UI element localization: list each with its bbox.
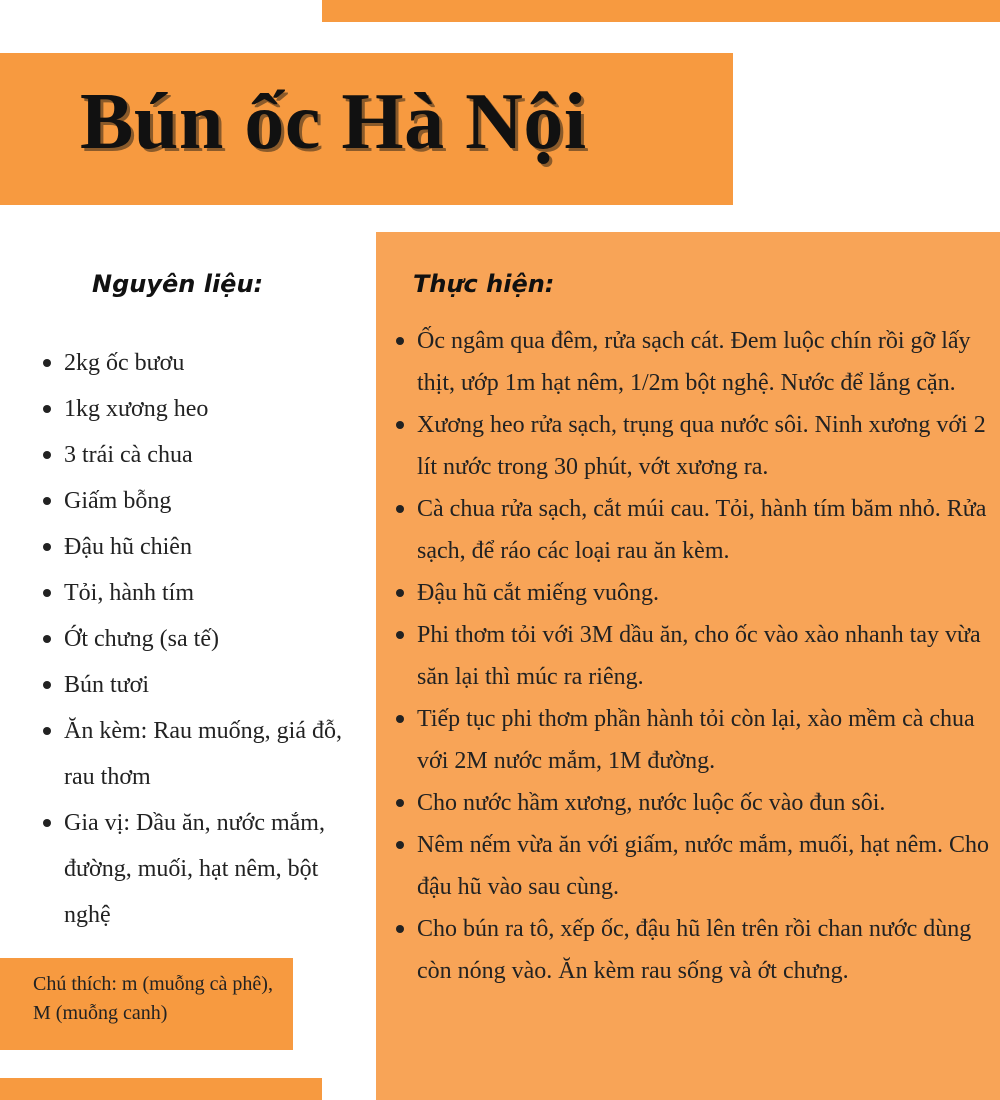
step-item: Cho bún ra tô, xếp ốc, đậu hũ lên trên rồi chan nước dùng còn nóng vào. Ăn kèm rau sống và ớt chưng. [417,908,992,992]
ingredient-item: Bún tươi [64,662,344,708]
ingredients-heading: Nguyên liệu: [92,270,264,298]
ingredient-item: Ăn kèm: Rau muống, giá đỗ, rau thơm [64,708,344,800]
step-item: Xương heo rửa sạch, trụng qua nước sôi. Ninh xương với 2 lít nước trong 30 phút, vớt xương ra. [417,404,992,488]
ingredient-item: Giấm bỗng [64,478,344,524]
ingredient-item: Đậu hũ chiên [64,524,344,570]
bottom-accent-bar [0,1078,322,1100]
step-item: Ốc ngâm qua đêm, rửa sạch cát. Đem luộc chín rồi gỡ lấy thịt, ướp 1m hạt nêm, 1/2m bột nghệ. Nước để lắng cặn. [417,320,992,404]
steps-heading: Thực hiện: [413,270,555,298]
unit-note: Chú thích: m (muỗng cà phê), M (muỗng canh) [33,973,273,1024]
step-item: Cà chua rửa sạch, cắt múi cau. Tỏi, hành tím băm nhỏ. Rửa sạch, để ráo các loại rau ăn kèm. [417,488,992,572]
step-item: Cho nước hầm xương, nước luộc ốc vào đun sôi. [417,782,992,824]
page-title: Bún ốc Hà Nội [80,78,587,166]
ingredient-item: 1kg xương heo [64,386,344,432]
step-item: Đậu hũ cắt miếng vuông. [417,572,992,614]
top-accent-bar [322,0,1000,22]
steps-list [417,320,992,992]
ingredient-item: Gia vị: Dầu ăn, nước mắm, đường, muối, hạt nêm, bột nghệ [64,800,344,938]
ingredient-item: Tỏi, hành tím [64,570,344,616]
step-item: Phi thơm tỏi với 3M dầu ăn, cho ốc vào xào nhanh tay vừa săn lại thì múc ra riêng. [417,614,992,698]
ingredient-item: 3 trái cà chua [64,432,344,478]
step-item: Tiếp tục phi thơm phần hành tỏi còn lại, xào mềm cà chua với 2M nước mắm, 1M đường. [417,698,992,782]
ingredients-list [64,340,344,938]
ingredient-item: 2kg ốc bươu [64,340,344,386]
step-item: Nêm nếm vừa ăn với giấm, nước mắm, muối, hạt nêm. Cho đậu hũ vào sau cùng. [417,824,992,908]
ingredient-item: Ớt chưng (sa tế) [64,616,344,662]
